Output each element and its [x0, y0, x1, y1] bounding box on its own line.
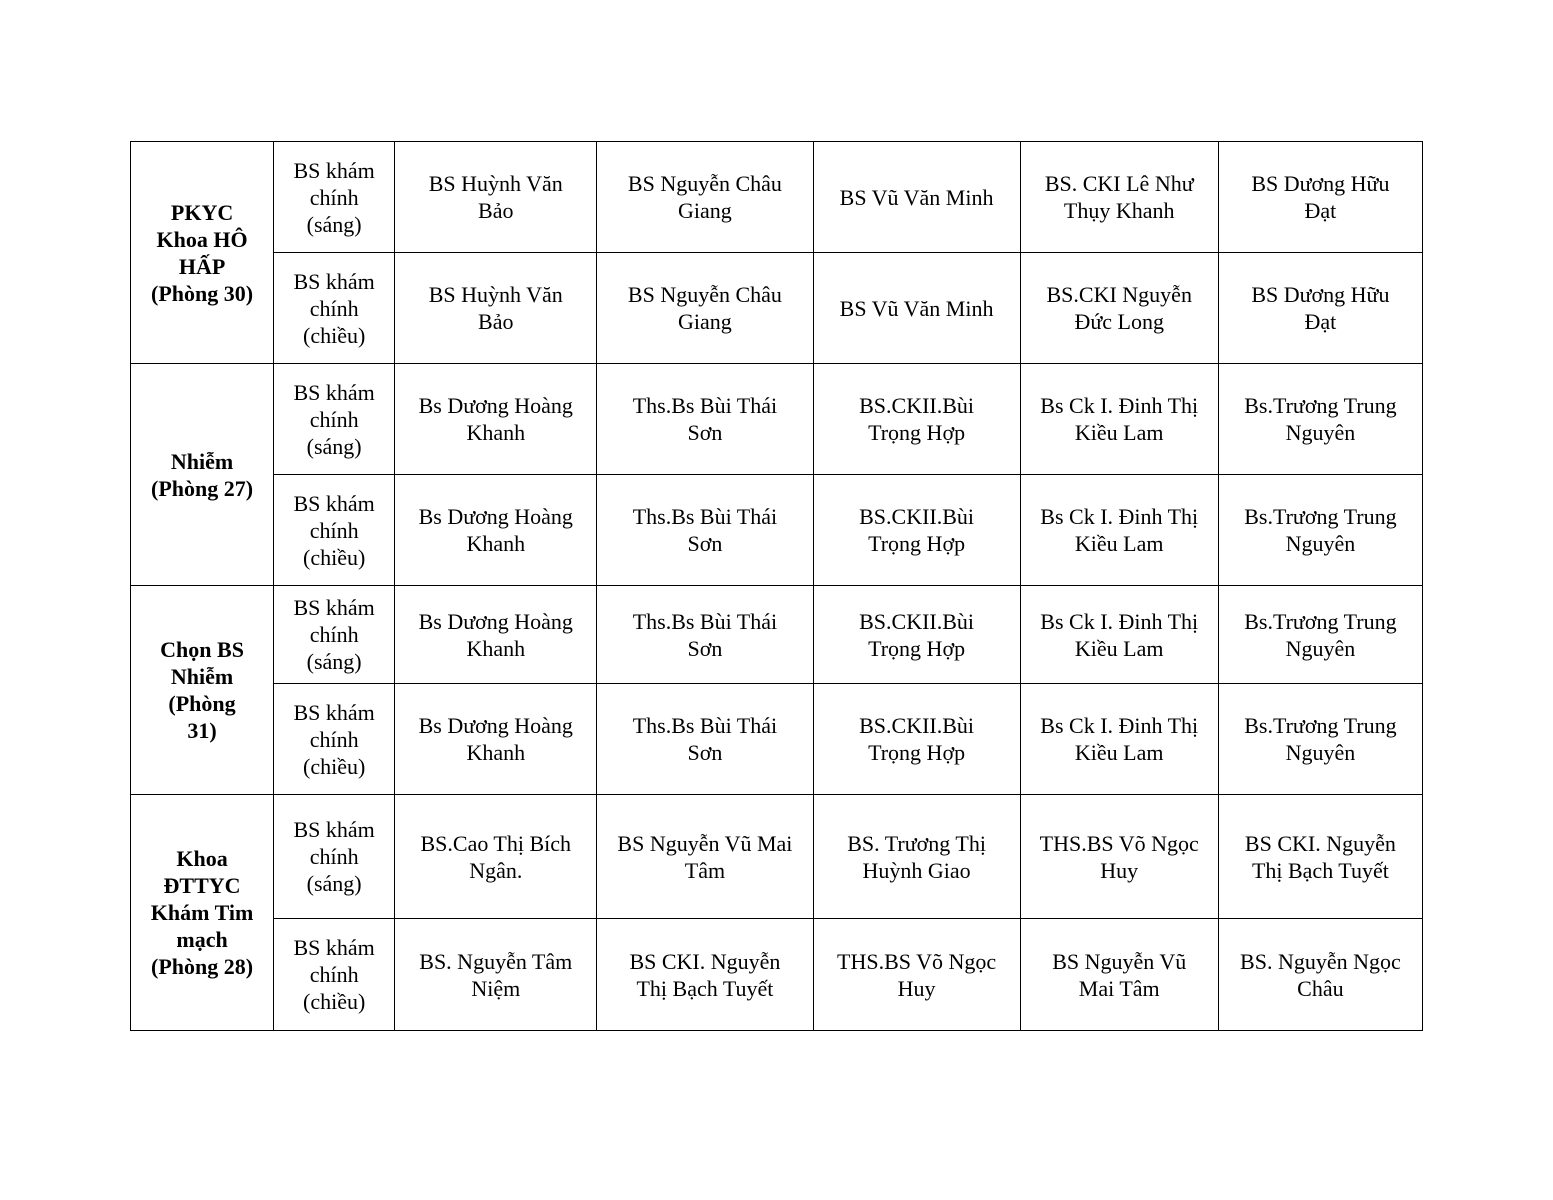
doctor-cell: Bs Dương Hoàng Khanh	[395, 475, 597, 586]
table-row	[131, 586, 1423, 684]
doctor-cell: Bs Ck I. Đinh Thị Kiều Lam	[1020, 364, 1218, 475]
shift-label: BS khám chính (chiều)	[274, 919, 395, 1031]
doctor-cell: BS. CKI Lê Như Thụy Khanh	[1020, 142, 1218, 253]
department-name: Nhiễm (Phòng 27)	[131, 364, 274, 586]
doctor-cell: THS.BS Võ Ngọc Huy	[1020, 795, 1218, 919]
shift-label: BS khám chính (sáng)	[274, 586, 395, 684]
doctor-cell: Bs Dương Hoàng Khanh	[395, 586, 597, 684]
shift-label: BS khám chính (sáng)	[274, 142, 395, 253]
doctor-cell: Bs.Trương Trung Nguyên	[1218, 364, 1422, 475]
shift-label: BS khám chính (chiều)	[274, 253, 395, 364]
table-row	[131, 253, 1423, 364]
doctor-cell: BS Huỳnh Văn Bảo	[395, 142, 597, 253]
doctor-cell: BS. Nguyễn Tâm Niệm	[395, 919, 597, 1031]
shift-label: BS khám chính (sáng)	[274, 364, 395, 475]
doctor-cell: BS Nguyễn Vũ Mai Tâm	[597, 795, 813, 919]
table-row	[131, 475, 1423, 586]
doctor-cell: Ths.Bs Bùi Thái Sơn	[597, 586, 813, 684]
doctor-cell: THS.BS Võ Ngọc Huy	[813, 919, 1020, 1031]
doctor-cell: Bs Dương Hoàng Khanh	[395, 364, 597, 475]
doctor-cell: BS CKI. Nguyễn Thị Bạch Tuyết	[597, 919, 813, 1031]
table-row	[131, 142, 1423, 253]
department-name: Chọn BS Nhiễm (Phòng 31)	[131, 586, 274, 795]
doctor-cell: Bs Dương Hoàng Khanh	[395, 684, 597, 795]
table-row	[131, 919, 1423, 1031]
doctor-cell: BS Dương Hữu Đạt	[1218, 142, 1422, 253]
doctor-cell: Ths.Bs Bùi Thái Sơn	[597, 364, 813, 475]
table-row	[131, 795, 1423, 919]
doctor-cell: Bs Ck I. Đinh Thị Kiều Lam	[1020, 475, 1218, 586]
shift-label: BS khám chính (sáng)	[274, 795, 395, 919]
doctor-cell: Ths.Bs Bùi Thái Sơn	[597, 475, 813, 586]
schedule-table	[130, 141, 1423, 1031]
doctor-cell: BS Nguyễn Châu Giang	[597, 253, 813, 364]
department-name: Khoa ĐTTYC Khám Tim mạch (Phòng 28)	[131, 795, 274, 1031]
doctor-cell: BS.CKII.Bùi Trọng Hợp	[813, 475, 1020, 586]
doctor-cell: BS. Trương Thị Huỳnh Giao	[813, 795, 1020, 919]
doctor-cell: BS Nguyễn Châu Giang	[597, 142, 813, 253]
doctor-cell: Ths.Bs Bùi Thái Sơn	[597, 684, 813, 795]
doctor-cell: BS Vũ Văn Minh	[813, 142, 1020, 253]
doctor-cell: BS.Cao Thị Bích Ngân.	[395, 795, 597, 919]
doctor-cell: BS Dương Hữu Đạt	[1218, 253, 1422, 364]
doctor-cell: BS.CKII.Bùi Trọng Hợp	[813, 684, 1020, 795]
shift-label: BS khám chính (chiều)	[274, 475, 395, 586]
doctor-cell: BS.CKII.Bùi Trọng Hợp	[813, 586, 1020, 684]
doctor-cell: BS Nguyễn Vũ Mai Tâm	[1020, 919, 1218, 1031]
doctor-cell: Bs Ck I. Đinh Thị Kiều Lam	[1020, 586, 1218, 684]
doctor-cell: Bs.Trương Trung Nguyên	[1218, 475, 1422, 586]
doctor-cell: BS Vũ Văn Minh	[813, 253, 1020, 364]
table-row	[131, 364, 1423, 475]
doctor-cell: Bs.Trương Trung Nguyên	[1218, 684, 1422, 795]
doctor-cell: Bs Ck I. Đinh Thị Kiều Lam	[1020, 684, 1218, 795]
shift-label: BS khám chính (chiều)	[274, 684, 395, 795]
doctor-cell: Bs.Trương Trung Nguyên	[1218, 586, 1422, 684]
doctor-cell: BS CKI. Nguyễn Thị Bạch Tuyết	[1218, 795, 1422, 919]
doctor-cell: BS.CKII.Bùi Trọng Hợp	[813, 364, 1020, 475]
department-name: PKYC Khoa HÔ HẤP (Phòng 30)	[131, 142, 274, 364]
doctor-cell: BS.CKI Nguyễn Đức Long	[1020, 253, 1218, 364]
doctor-cell: BS. Nguyễn Ngọc Châu	[1218, 919, 1422, 1031]
table-row	[131, 684, 1423, 795]
doctor-cell: BS Huỳnh Văn Bảo	[395, 253, 597, 364]
